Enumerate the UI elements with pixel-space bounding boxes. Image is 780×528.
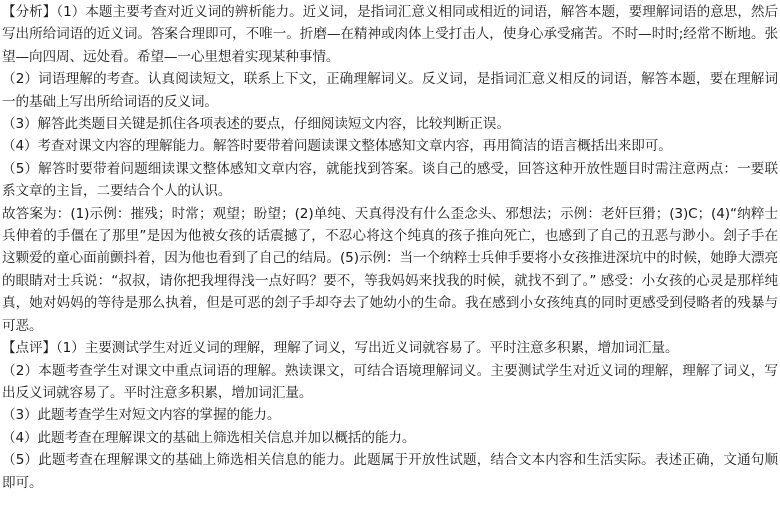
analysis-item-4: （4）考查对课文内容的理解能力。解答时要带着问题读课文整体感知文章内容，再用简洁的语言概括出来即可。 (2, 138, 672, 155)
comment-item-1 (2, 337, 778, 359)
comment-item-3: （3）此题考查学生对短文内容的掌握的能力。 (2, 407, 281, 424)
analysis-item-3: （3）解答此类题目关键是抓住各项表述的要点，仔细阅读短文内容，比较判断正误。 (2, 116, 510, 133)
comment-header: 【点评】 (2, 340, 56, 357)
comment-item-2: （2）本题考查学生对课文中重点词语的理解。熟读课文，可结合语境理解词义。主要测试学生对近义词的理解，理解了词义，写出反义词就容易了。平时注意多积累，增加词汇量。 (2, 362, 778, 401)
analysis-item-5: （5）解答时要带着问题细读课文整体感知文章内容，就能找到答案。谈自己的感受，回答这种开放性题目时需注意两点：一要联系文章的主旨，二要结合个人的认识。 (2, 160, 778, 200)
analysis-item-1 (2, 1, 778, 68)
comment-item-5: （5）此题考查在理解课文的基础上筛选相关信息的能力。此题属于开放性试题，结合文本内容和生活实际。表述正确，文通句顺即可。 (2, 452, 778, 491)
answer-paragraph: 故答案为：(1)示例：摧残；时常；观望；盼望；(2)单纯、天真得没有什么歪念头、邪想法；示例：老奸巨猾；(3)C；(4)“纳粹士兵伸着的手僵在了那里”是因为他被女孩的话震撼了，不忍心将这个纯真的孩子推向死亡，也感到了自己的丑恶与渺小。刽子手在这颗爱的童心面前颤抖着，因为他也看到了自己的结局。(5)示例：当一个纳粹士兵伸手要将小女孩推进深坑中的时候，她睁大漂亮的眼睛对士兵说：“叔叔，请你把我埋得浅一点好吗？要不，等我妈妈来找我的时候，就找不到了。” 感受：小女孩的心灵是那样纯真，她对妈妈的等待是那么执着，但是可恶的刽子手却夺去了她幼小的生命。我在感到小女孩纯真的同时更感受到侵略者的残暴与可恶。 (2, 205, 778, 334)
analysis-header: 【分析】 (2, 4, 57, 20)
analysis-item-1-text: （1）本题主要考查对近义词的辨析能力。近义词，是指词汇意义相同或相近的词语，解答本题，要理解词语的意思，然后写出所给词语的近义词。答案合理即可，不唯一。折磨—在精神或肉体上受打击人，使身心承受痛苦。不时—时时;经常不断地。张望—向四周、远处看。希望—一心里想着实现某种事情。 (2, 4, 778, 65)
comment-item-1-text: （1）主要测试学生对近义词的理解，理解了词义，写出近义词就容易了。平时注意多积累，增加词汇量。 (55, 340, 679, 357)
comment-item-4: （4）此题考查在理解课文的基础上筛选相关信息并加以概括的能力。 (2, 429, 416, 446)
analysis-item-2: （2）词语理解的考查。认真阅读短文，联系上下文，正确理解词义。反义词，是指词汇意义相反的词语，解答本题，要在理解词一的基础上写出所给词语的反义词。 (2, 71, 778, 110)
